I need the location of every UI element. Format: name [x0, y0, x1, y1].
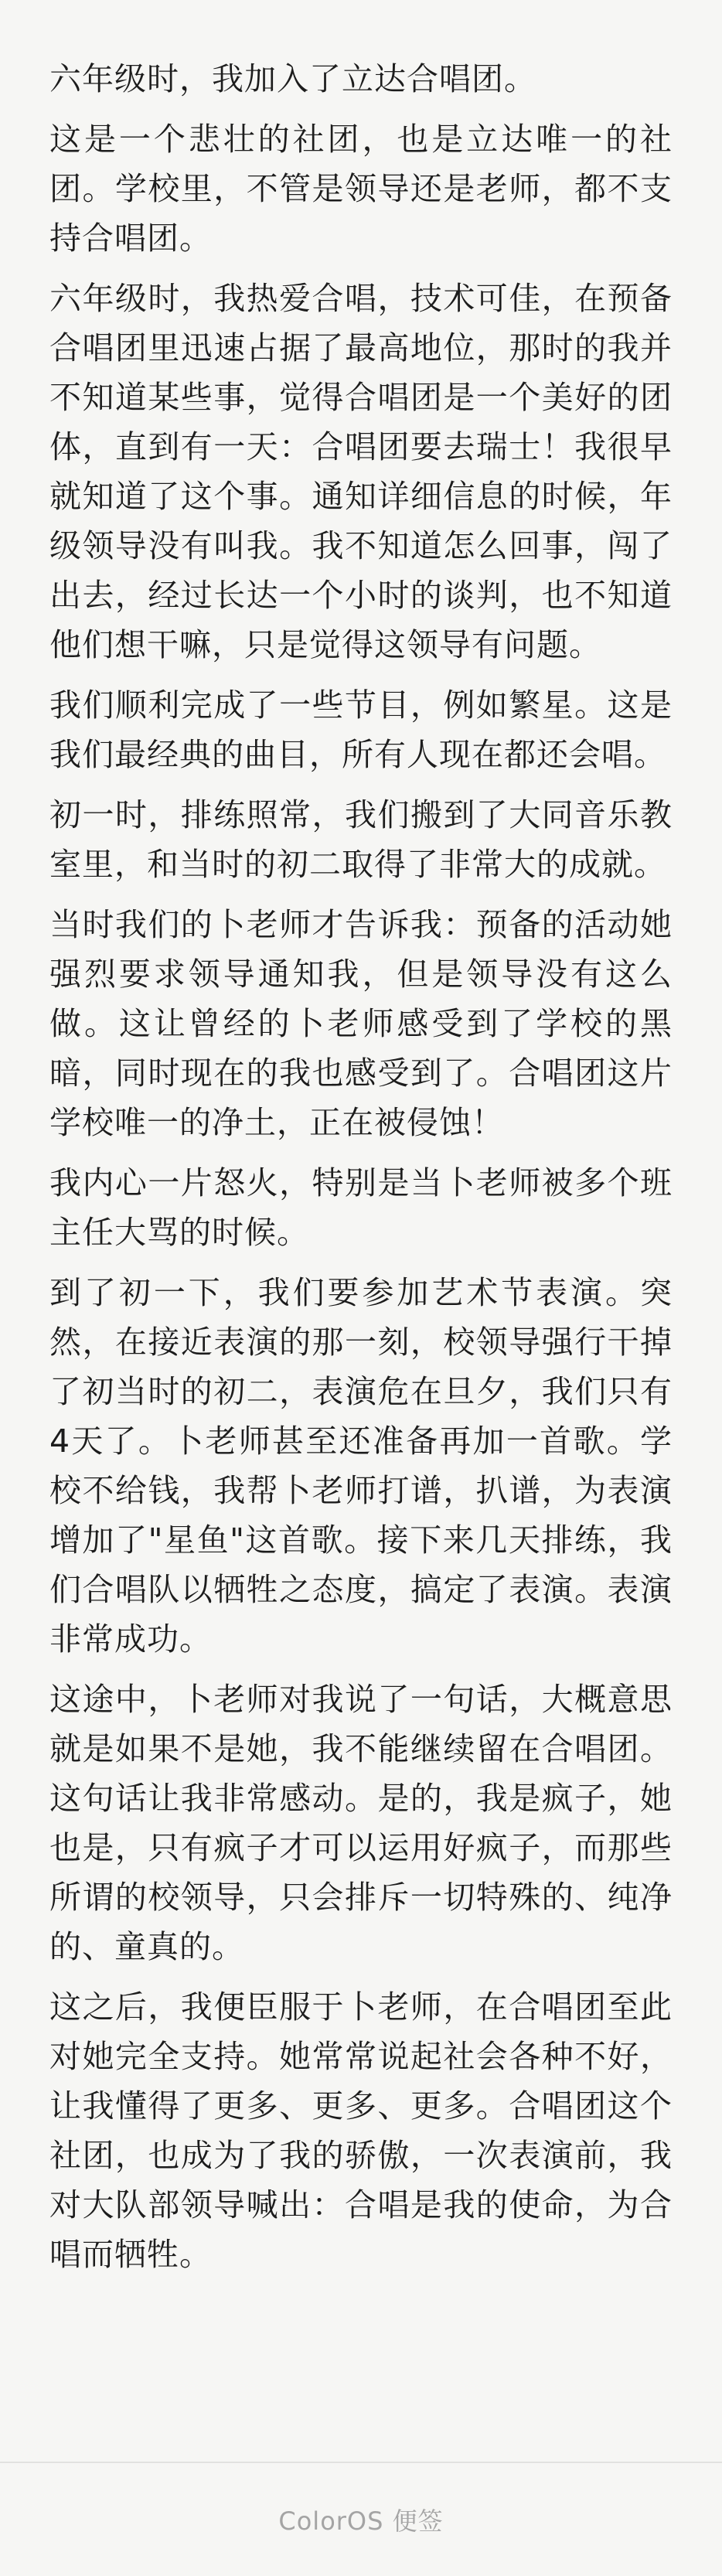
note-paragraph: 这之后，我便臣服于卜老师，在合唱团至此对她完全支持。她常常说起社会各种不好，让我懂得了更多、更多、更多。合唱团这个社团，也成为了我的骄傲，一次表演前，我对大队部领导喊出：合唱是我的使命，为合唱而牺牲。 — [49, 1988, 673, 2273]
note-paragraph: 当时我们的卜老师才告诉我：预备的活动她强烈要求领导通知我，但是领导没有这么做。这让曾经的卜老师感受到了学校的黑暗，同时现在的我也感受到了。合唱团这片学校唯一的净土，正在被侵蚀！ — [49, 906, 673, 1141]
note-footer — [0, 2462, 722, 2576]
note-paragraph: 六年级时，我热爱合唱，技术可佳，在预备合唱团里迅速占据了最高地位，那时的我并不知道某些事，觉得合唱团是一个美好的团体，直到有一天：合唱团要去瑞士！我很早就知道了这个事。通知详细信息的时候，年级领导没有叫我。我不知道怎么回事，闯了出去，经过长达一个小时的谈判，也不知道他们想干嘛，只是觉得这领导有问题。 — [49, 280, 673, 663]
note-paragraph: 这是一个悲壮的社团，也是立达唯一的社团。学校里，不管是领导还是老师，都不支持合唱团。 — [49, 121, 673, 257]
app-watermark-label: ColorOS 便签 — [278, 2506, 444, 2536]
note-paragraph: 初一时，排练照常，我们搬到了大同音乐教室里，和当时的初二取得了非常大的成就。 — [49, 796, 673, 883]
note-paragraph: 六年级时，我加入了立达合唱团。 — [49, 60, 536, 97]
note-paragraph: 这途中，卜老师对我说了一句话，大概意思就是如果不是她，我不能继续留在合唱团。这句话让我非常感动。是的，我是疯子，她也是，只有疯子才可以运用好疯子，而那些所谓的校领导，只会排斥一切特殊的、纯净的、童真的。 — [49, 1681, 673, 1965]
note-paragraph: 我们顺利完成了一些节目，例如繁星。这是我们最经典的曲目，所有人现在都还会唱。 — [49, 687, 673, 773]
note-paragraph: 到了初一下，我们要参加艺术节表演。突然，在接近表演的那一刻，校领导强行干掉了初当时的初二，表演危在旦夕，我们只有4天了。卜老师甚至还准备再加一首歌。学校不给钱，我帮卜老师打谱，扒谱，为表演增加了"星鱼"这首歌。接下来几天排练，我们合唱队以牺牲之态度，搞定了表演。表演非常成功。 — [49, 1274, 673, 1658]
note-paragraph: 我内心一片怒火，特别是当卜老师被多个班主任大骂的时候。 — [49, 1164, 673, 1251]
